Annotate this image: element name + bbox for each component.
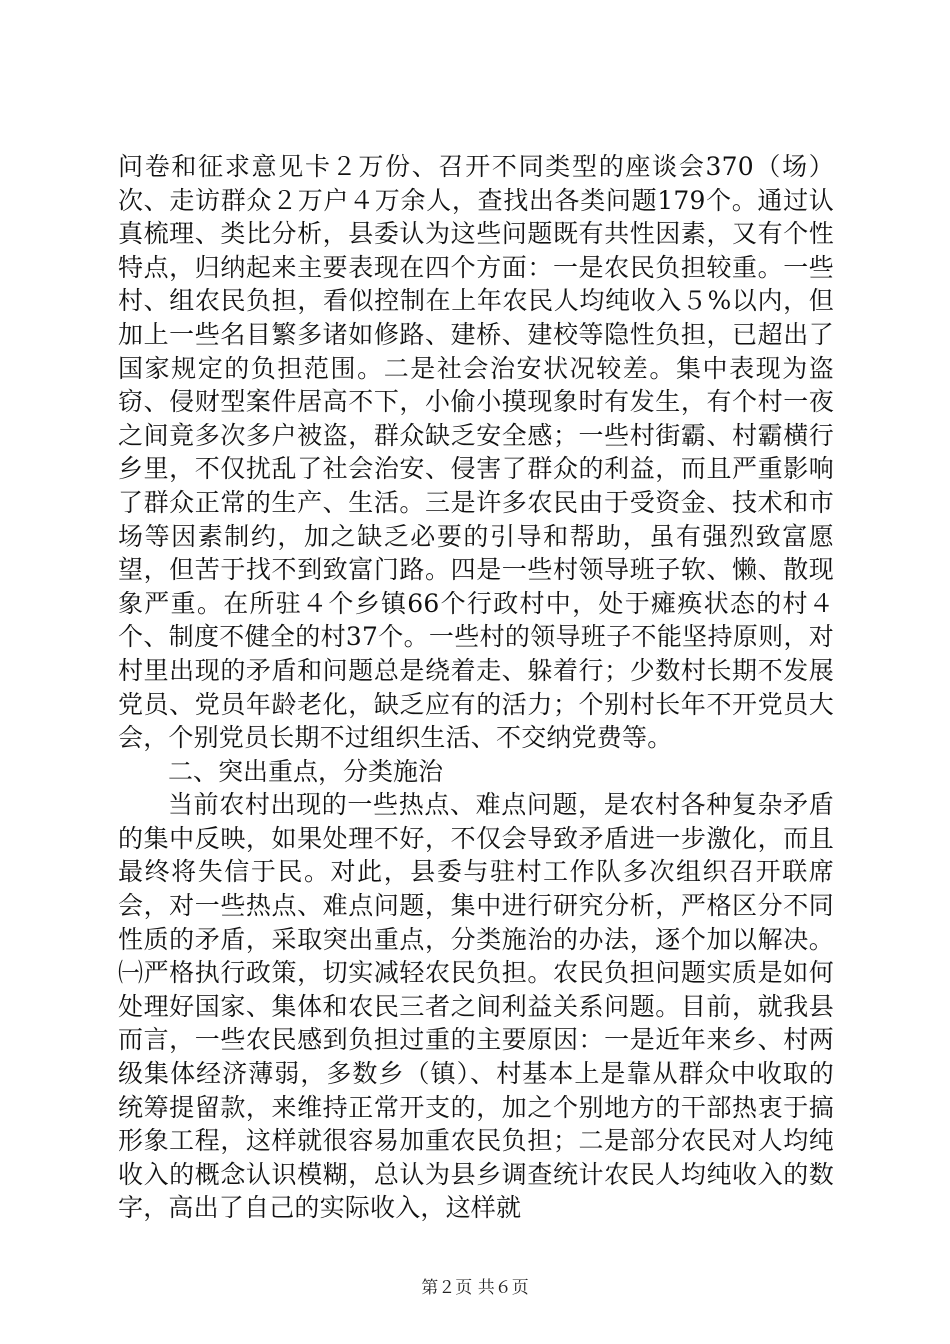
section-heading-2: 二、突出重点，分类施治 — [168, 756, 444, 786]
body-paragraph-2: 当前农村出现的一些热点、难点问题，是农村各种复杂矛盾的集中反映，如果处理不好，不仅会导致矛盾进一步激化，而且最终将失信于民。对此，县委与驻村工作队多次组织召开联席会，对一些热点、难点问题，集中进行研究分析，严格区分不同性质的矛盾，采取突出重点，分类施治的办法，逐个加以解决。㈠严格执行政策，切实减轻农民负担。农民负担问题实质是如何处理好国家、集体和农民三者之间利益关系问题。目前，就我县而言，一些农民感到负担过重的主要原因：一是近年来乡、村两级集体经济薄弱，多数乡（镇）、村基本上是靠从群众中收取的统筹提留款，来维持正常开支的，加之个别地方的干部热衷于搞形象工程，这样就很容易加重农民负担；二是部分农民对人均纯收入的概念认识模糊，总认为县乡调查统计农民人均纯收入的数字，高出了自己的实际收入，这样就 — [118, 790, 834, 1223]
body-paragraph-1: 问卷和征求意见卡２万份、召开不同类型的座谈会370（场）次、走访群众２万户４万余人，查找出各类问题179个。通过认真梳理、类比分析，县委认为这些问题既有共性因素，又有个性特点，归纳起来主要表现在四个方面：一是农民负担较重。一些村、组农民负担，看似控制在上年农民人均纯收入５%以内，但加上一些名目繁多诸如修路、建桥、建校等隐性负担，已超出了国家规定的负担范围。二是社会治安状况较差。集中表现为盗窃、侵财型案件居高不下，小偷小摸现象时有发生，有个村一夜之间竟多次多户被盗，群众缺乏安全感；一些村街霸、村霸横行乡里，不仅扰乱了社会治安、侵害了群众的利益，而且严重影响了群众正常的生产、生活。三是许多农民由于受资金、技术和市场等因素制约，加之缺乏必要的引导和帮助，虽有强烈致富愿望，但苦于找不到致富门路。四是一些村领导班子软、懒、散现象严重。在所驻４个乡镇66个行政村中，处于瘫痪状态的村４个、制度不健全的村37个。一些村的领导班子不能坚持原则，对村里出现的矛盾和问题总是绕着走、躲着行；少数村长期不发展党员、党员年龄老化，缺乏应有的活力；个别村长年不开党员大会，个别党员长期不过组织生活、不交纳党费等。 — [118, 152, 834, 753]
document-body — [118, 150, 834, 1225]
page-footer — [0, 1276, 950, 1300]
page-number-label: 第２页 共６页 — [421, 1278, 529, 1298]
